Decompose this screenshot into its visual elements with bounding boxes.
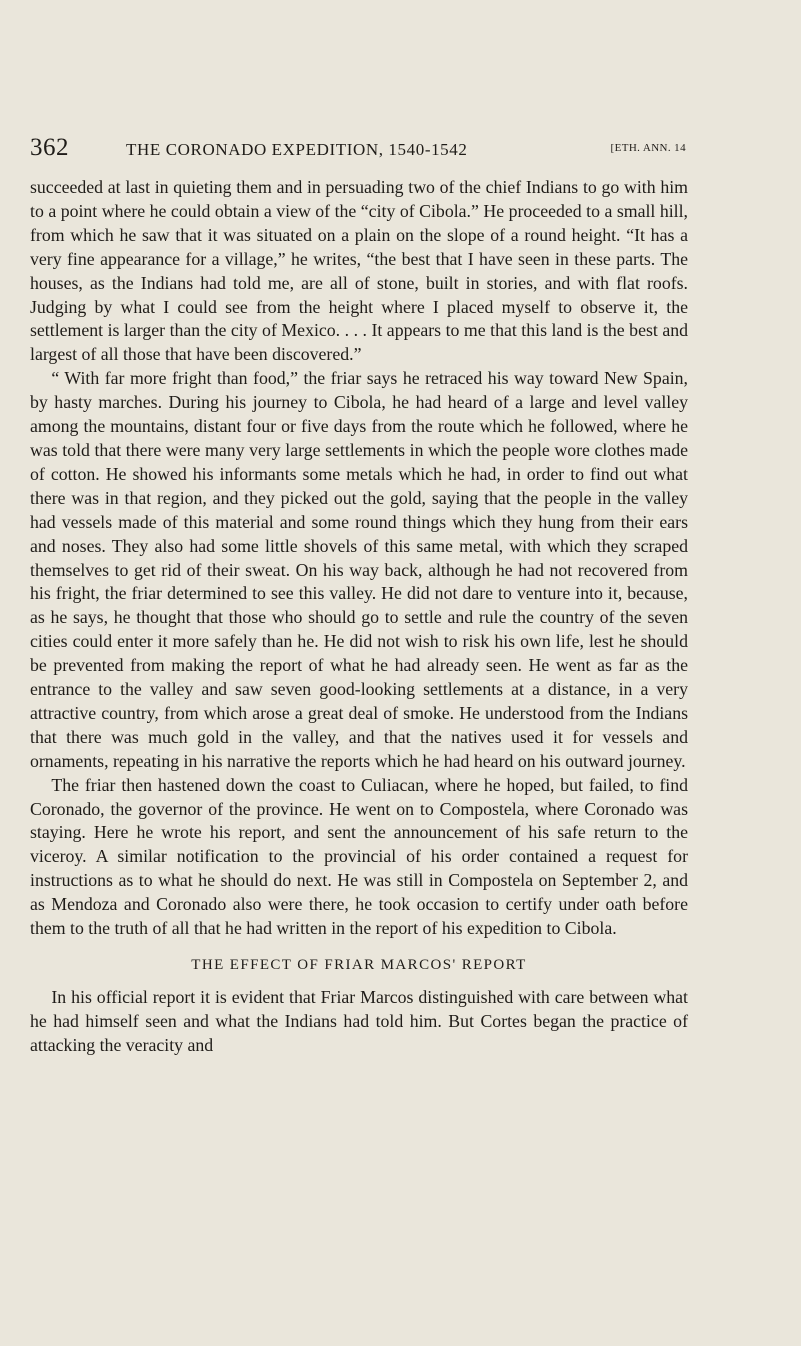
series-reference: [ETH. ANN. 14	[610, 142, 686, 154]
paragraph-continued: succeeded at last in quieting them and in persuading two of the chief Indians to go with him to a point where he could obtain a view of the “city of Cibola.” He proceeded to a small hill, from which he saw that it was situated on a plain on the slope of a round height. “It has a very fine appearance for a village,” he writes, “the best that I have seen in these parts. The houses, as the Indians had told me, are all of stone, built in stories, and with flat roofs. Judging by what I could see from the height where I placed myself to observe it, the settlement is larger than the city of Mexico. . . . It appears to me that this land is the best and largest of all those that have been discovered.”	[30, 177, 688, 365]
running-title: THE CORONADO EXPEDITION, 1540-1542	[126, 140, 468, 159]
running-head	[30, 134, 686, 166]
section-heading: THE EFFECT OF FRIAR MARCOS' REPORT	[191, 957, 527, 973]
paragraph-fright: “ With far more fright than food,” the friar says he retraced his way toward New Spain, by hasty marches. During his journey to Cibola, he had heard of a large and level valley among the mountains, distant four or five days from the route which he followed, where he was told that there were many very large settlements in which the people wore clothes made of cotton. He showed his informants some metals which he had, in order to find out what there was in that region, and they picked out the gold, saying that the people in the valley had vessels made of this material and some round things which they hung from their ears and noses. They also had some little shovels of this same metal, with which they scraped themselves to get rid of their sweat. On his way back, although he had not recovered from his fright, the friar determined to see this valley. He did not dare to venture into it, because, as he says, he thought that those who should go to settle and rule the country of the seven cities could enter it more safely than he. He did not wish to risk his own life, lest he should be prevented from making the report of what he had already seen. He went as far as the entrance to the valley and saw seven good-looking settlements at a distance, in a very attractive country, from which arose a great deal of smoke. He understood from the Indians that there was much gold in the valley, and that the natives used it for vessels and ornaments, repeating in his narrative the reports which he had heard on his outward journey.	[30, 368, 688, 771]
paragraph-official-report: In his official report it is evident that Friar Marcos distinguished with care between what he had himself seen and what the Indians had told him. But Cortes began the practice of attacking the veracity and	[30, 986, 688, 1055]
body-text	[30, 176, 688, 1058]
page-number: 362	[30, 134, 69, 161]
paragraph-culiacan: The friar then hastened down the coast to Culiacan, where he hoped, but failed, to find Coronado, the governor of the province. He went on to Compostela, where Coronado was staying. Here he wrote his report, and sent the announcement of his safe return to the viceroy. A similar notification to the provincial of his order contained a request for instructions as to what he should do next. He was still in Compostela on September 2, and as Mendoza and Coronado also were there, he took occasion to certify under oath before them to the truth of all that he had written in the report of his expedition to Cibola.	[30, 774, 688, 939]
